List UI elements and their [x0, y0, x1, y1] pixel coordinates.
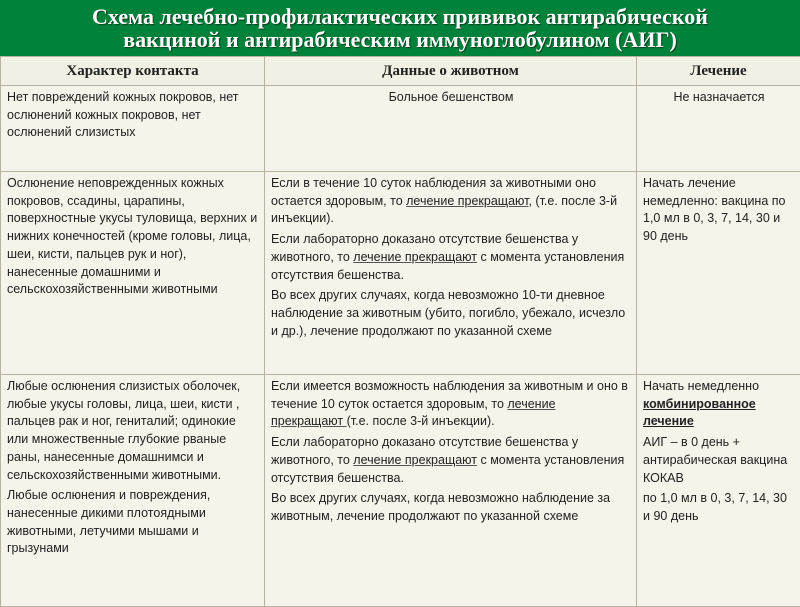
header-treatment: Лечение [637, 57, 800, 86]
cell-animal [265, 172, 637, 375]
animal-paragraph: Во всех других случаях, когда невозможно наблюдение за животным, лечение продолжают по указанной схеме [271, 490, 631, 525]
animal-paragraph: Если имеется возможность наблюдения за животным и оно в течение 10 суток остается здоровым, то лечение прекращают (т.е. после 3-й инъекции). [271, 378, 631, 431]
animal-paragraph: Если лабораторно доказано отсутствие бешенства у животного, то лечение прекращают с момента установления отсутствия бешенства. [271, 231, 631, 284]
underlined-text: лечение прекращают [406, 194, 528, 208]
underlined-text: лечение прекращают [353, 250, 477, 264]
cell-animal: Больное бешенством [265, 86, 637, 172]
vaccination-scheme-table [0, 56, 800, 607]
cell-contact: Ослюнение неповрежденных кожных покровов, ссадины, царапины, поверхностные укусы туловища, верхних и нижних конечностей (кроме головы, лица, шеи, кисти, пальцев рук и ног), нанесенные домашними и сельскохозяйственными животными [1, 172, 265, 375]
cell-treatment: Не назначается [637, 86, 800, 172]
treatment-paragraph: по 1,0 мл в 0, 3, 7, 14, 30 и 90 день [643, 490, 795, 525]
table-row [1, 86, 800, 172]
underlined-text: лечение прекращают [271, 397, 556, 429]
animal-paragraph: Если лабораторно доказано отсутствие бешенства у животного, то лечение прекращают с момента установления отсутствия бешенства. [271, 434, 631, 487]
animal-paragraph: Если в течение 10 суток наблюдения за животными оно остается здоровым, то лечение прекращают, (т.е. после 3-й инъекции). [271, 175, 631, 228]
title-line-1: Схема лечебно-профилактических прививок антирабической [0, 5, 800, 28]
cell-contact [1, 375, 265, 607]
cell-treatment [637, 375, 800, 607]
table-row [1, 375, 800, 607]
underlined-text: лечение прекращают [353, 453, 477, 467]
animal-paragraph: Во всех других случаях, когда невозможно 10-ти дневное наблюдение за животным (убито, погибло, убежало, исчезло и др.), лечение продолжают по указанной схеме [271, 287, 631, 340]
contact-paragraph: Любые ослюнения и повреждения, нанесенные дикими плотоядными животными, летучими мышами и грызунами [7, 487, 259, 558]
header-animal: Данные о животном [265, 57, 637, 86]
header-contact: Характер контакта [1, 57, 265, 86]
treatment-paragraph: АИГ – в 0 день + антирабическая вакцина КОКАВ [643, 434, 795, 487]
page-title [0, 0, 800, 56]
combined-treatment-text: комбинированное лечение [643, 397, 756, 429]
table-row [1, 172, 800, 375]
contact-paragraph: Любые ослюнения слизистых оболочек, любые укусы головы, лица, шеи, кисти , пальцев рак и ног, гениталий; одинокие или множественные глубокие рваные раны, нанесенные домашнимси и сельскохозяйственными животными. [7, 378, 259, 484]
title-line-2: вакциной и антирабическим иммуноглобулином (АИГ) [0, 28, 800, 51]
treatment-paragraph: Начать немедленно комбинированное лечение [643, 378, 795, 431]
cell-treatment: Начать лечение немедленно: вакцина по 1,0 мл в 0, 3, 7, 14, 30 и 90 день [637, 172, 800, 375]
cell-animal [265, 375, 637, 607]
cell-contact: Нет повреждений кожных покровов, нет ослюнений кожных покровов, нет ослюнений слизистых [1, 86, 265, 172]
table-header-row [1, 57, 800, 86]
